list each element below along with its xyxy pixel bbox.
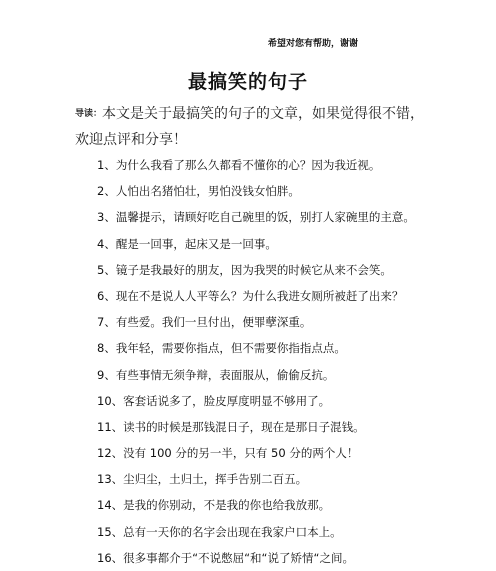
list-item: 3、温馨提示，请顾好吃自己碗里的饭，别打人家碗里的主意。 — [97, 210, 415, 225]
list-item: 2、人怕出名猪怕壮，男怕没钱女怕胖。 — [97, 184, 300, 199]
list-item: 10、客套话说多了，脸皮厚度明显不够用了。 — [97, 393, 331, 408]
list-item: 6、现在不是说人人平等么？为什么我进女厕所被赶了出来？ — [97, 288, 404, 303]
list-item: 8、我年轻，需要你指点，但不需要你指指点点。 — [97, 341, 346, 356]
list-item: 4、醒是一回事，起床又是一回事。 — [97, 236, 277, 251]
list-item: 12、没有 100 分的另一半，只有 50 分的两个人！ — [97, 446, 359, 461]
list-item: 5、镜子是我最好的朋友，因为我哭的时候它从来不会笑。 — [97, 262, 392, 277]
intro-paragraph — [75, 101, 427, 153]
list-item: 13、尘归尘，土归土，挥手告别二百五。 — [97, 472, 308, 487]
list-item: 11、读书的时候是那钱混日子，现在是那日子混钱。 — [97, 419, 365, 434]
list-item: 16、很多事都介于“不说憋屈“和“说了矫情“之间。 — [97, 550, 354, 565]
list-item: 1、为什么我看了那么久都看不懂你的心？因为我近视。 — [97, 158, 381, 172]
list-item: 15、总有一天你的名字会出现在我家户口本上。 — [97, 524, 342, 539]
intro-text: 本文是关于最搞笑的句子的文章，如果觉得很不错，欢迎点评和分享！ — [75, 106, 425, 148]
intro-label: 导读： — [75, 109, 103, 119]
page-title: 最搞笑的句子 — [187, 71, 308, 93]
list-item: 9、有些事情无须争辩，表面服从，偷偷反抗。 — [97, 367, 335, 382]
joke-list — [97, 152, 415, 571]
list-item: 14、是我的你别动，不是我的你也给我放那。 — [97, 498, 331, 513]
list-item: 7、有些爱。我们一旦付出，便罪孽深重。 — [97, 315, 312, 330]
header-note: 希望对您有帮助，谢谢 — [267, 39, 358, 49]
